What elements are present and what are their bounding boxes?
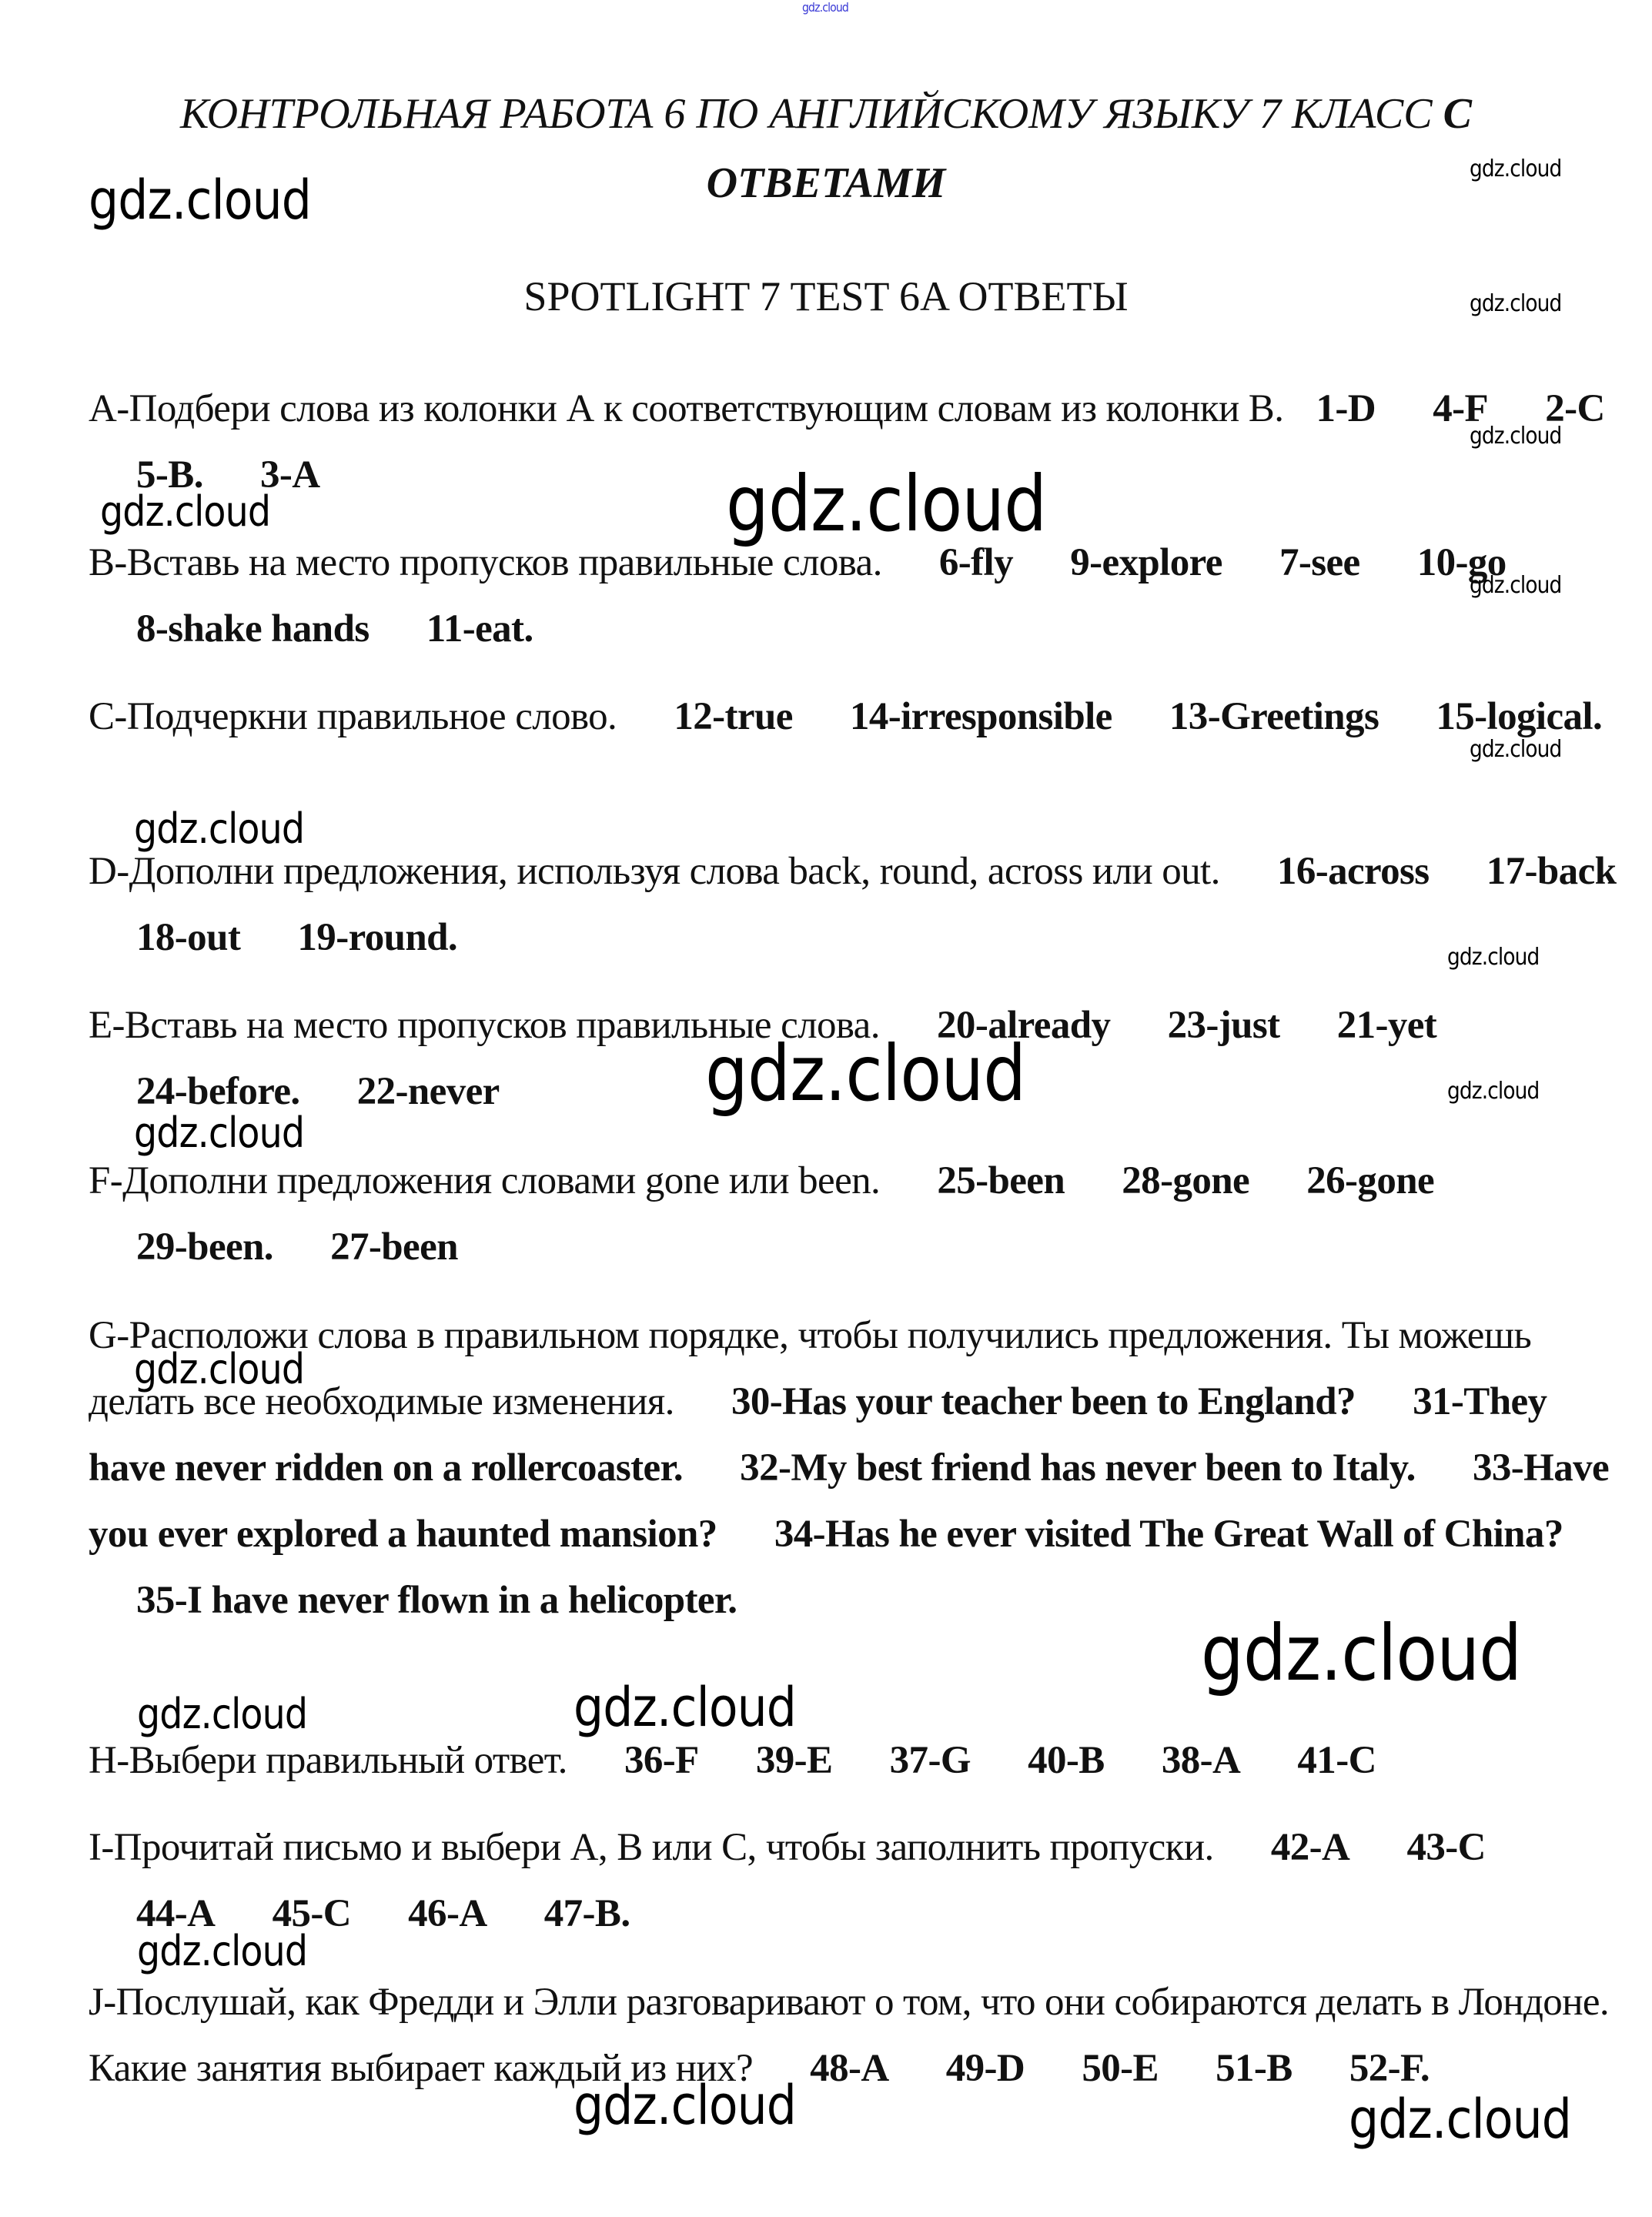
answer: 13-Greetings	[1169, 695, 1379, 738]
answer: 46-A	[408, 1892, 487, 1935]
answer: 27-been	[330, 1226, 458, 1269]
answer: 31-They have never ridden on a rollercoaster.	[89, 1380, 1547, 1490]
section-instruction: B-Вставь на место пропусков правильные слова.	[89, 541, 882, 584]
watermark: gdz.cloud	[137, 1690, 308, 1738]
answer: 19-round.	[297, 916, 458, 959]
section-j	[89, 1969, 1620, 2102]
watermark: gdz.cloud	[89, 169, 312, 232]
answer: 10-go	[1416, 541, 1507, 584]
document-title-line-1	[0, 90, 1652, 138]
answer: 1-D	[1316, 387, 1376, 430]
answer: 39-E	[755, 1739, 833, 1782]
answer: 11-eat.	[426, 607, 533, 650]
answer: 26-gone	[1306, 1159, 1435, 1202]
watermark: gdz.cloud	[134, 1345, 305, 1393]
watermark: gdz.cloud	[1349, 2088, 1572, 2151]
answer: 52-F.	[1349, 2047, 1430, 2090]
watermark: gdz.cloud	[100, 487, 271, 536]
answer: 42-A	[1270, 1826, 1350, 1869]
watermark: gdz.cloud	[1447, 944, 1540, 971]
answer: 5-B.	[136, 453, 203, 497]
section-d	[89, 838, 1620, 971]
watermark: gdz.cloud	[574, 2074, 797, 2137]
answer: 32-My best friend has never been to Italy.	[740, 1446, 1416, 1490]
answer: 9-explore	[1070, 541, 1222, 584]
answer: 12-true	[674, 695, 793, 738]
answer: 2-C	[1545, 387, 1605, 430]
watermark: gdz.cloud	[574, 1676, 797, 1739]
section-c	[89, 684, 1620, 750]
answer: 43-C	[1406, 1826, 1486, 1869]
answer: 38-A	[1161, 1739, 1241, 1782]
watermark: gdz.cloud	[726, 459, 1047, 549]
answer: 17-back	[1486, 850, 1617, 893]
answer: 20-already	[937, 1004, 1111, 1047]
answer: 16-across	[1276, 850, 1430, 893]
section-g	[89, 1302, 1620, 1633]
answer: 35-I have never flown in a helicopter.	[136, 1579, 737, 1622]
section-instruction: I-Прочитай письмо и выбери A, B или C, чтобы заполнить пропуски.	[89, 1826, 1214, 1869]
answer: 25-been	[937, 1159, 1065, 1202]
watermark: gdz.cloud	[137, 1927, 308, 1975]
answer: 22-never	[356, 1070, 500, 1113]
answer: 47-B.	[543, 1892, 630, 1935]
watermark: gdz.cloud	[1470, 290, 1562, 317]
answer: 3-A	[260, 453, 320, 497]
answer: 33-Have you ever explored a haunted mansion?	[89, 1446, 1610, 1556]
answer: 21-yet	[1336, 1004, 1437, 1047]
answer: 8-shake hands	[136, 607, 370, 650]
answer: 49-D	[945, 2047, 1025, 2090]
answer: 41-C	[1297, 1739, 1376, 1782]
answer: 45-C	[272, 1892, 351, 1935]
answer: 24-before.	[136, 1070, 300, 1113]
watermark: gdz.cloud	[1470, 736, 1562, 763]
watermark: gdz.cloud	[1201, 1608, 1522, 1698]
answer: 36-F	[624, 1739, 699, 1782]
answer: 15-logical.	[1436, 695, 1603, 738]
watermark: gdz.cloud	[1470, 423, 1562, 450]
watermark: gdz.cloud	[134, 1108, 305, 1157]
answer: 40-B	[1028, 1739, 1105, 1782]
answer: 28-gone	[1122, 1159, 1250, 1202]
answer: 7-see	[1279, 541, 1360, 584]
section-b	[89, 530, 1620, 662]
section-i	[89, 1814, 1620, 1947]
answer: 6-fly	[938, 541, 1014, 584]
answer: 30-Has your teacher been to England?	[731, 1380, 1356, 1423]
watermark: gdz.cloud	[1447, 1078, 1540, 1105]
answer: 4-F	[1433, 387, 1489, 430]
answer: 18-out	[136, 916, 241, 959]
section-instruction: F-Дополни предложения словами gone или been.	[89, 1159, 881, 1202]
section-instruction: D-Дополни предложения, используя слова back, round, across или out.	[89, 850, 1220, 893]
watermark: gdz.cloud	[1470, 155, 1562, 182]
section-f	[89, 1148, 1620, 1280]
section-instruction: H-Выбери правильный ответ.	[89, 1739, 567, 1782]
answer: 50-E	[1082, 2047, 1159, 2090]
section-instruction: G-Расположи слова в правильном порядке, чтобы получились предложения. Ты можешь делать все необходимые изменения.	[89, 1314, 1532, 1423]
answer: 14-irresponsible	[849, 695, 1112, 738]
document-title-line-2: ОТВЕТАМИ	[706, 159, 946, 207]
section-instruction: E-Вставь на место пропусков правильные слова.	[89, 1004, 880, 1047]
watermark: gdz.cloud	[1470, 572, 1562, 599]
answer: 34-Has he ever visited The Great Wall of China?	[774, 1513, 1563, 1556]
answer: 37-G	[889, 1739, 971, 1782]
answer: 51-B	[1216, 2047, 1293, 2090]
watermark: gdz.cloud	[705, 1028, 1026, 1119]
answer: 44-A	[136, 1892, 216, 1935]
document-subtitle: SPOTLIGHT 7 TEST 6A ОТВЕТЫ	[523, 273, 1129, 319]
watermark: gdz.cloud	[134, 804, 305, 853]
answer: 23-just	[1167, 1004, 1280, 1047]
section-instruction: A-Подбери слова из колонки А к соответствующим словам из колонки B.	[89, 387, 1284, 430]
section-instruction: J-Послушай, как Фредди и Элли разговаривают о том, что они собираются делать в Лондоне. Какие занятия выбирает каждый из них?	[89, 1981, 1610, 2090]
watermark: gdz.cloud	[802, 0, 848, 15]
section-h	[89, 1727, 1620, 1794]
title-text: КОНТРОЛЬНАЯ РАБОТА 6 ПО АНГЛИЙСКОМУ ЯЗЫКУ 7 КЛАСС	[180, 90, 1433, 138]
answer: 48-A	[810, 2047, 889, 2090]
title-bold-letter: С	[1443, 90, 1472, 138]
answer: 29-been.	[136, 1226, 273, 1269]
section-instruction: C-Подчеркни правильное слово.	[89, 695, 617, 738]
